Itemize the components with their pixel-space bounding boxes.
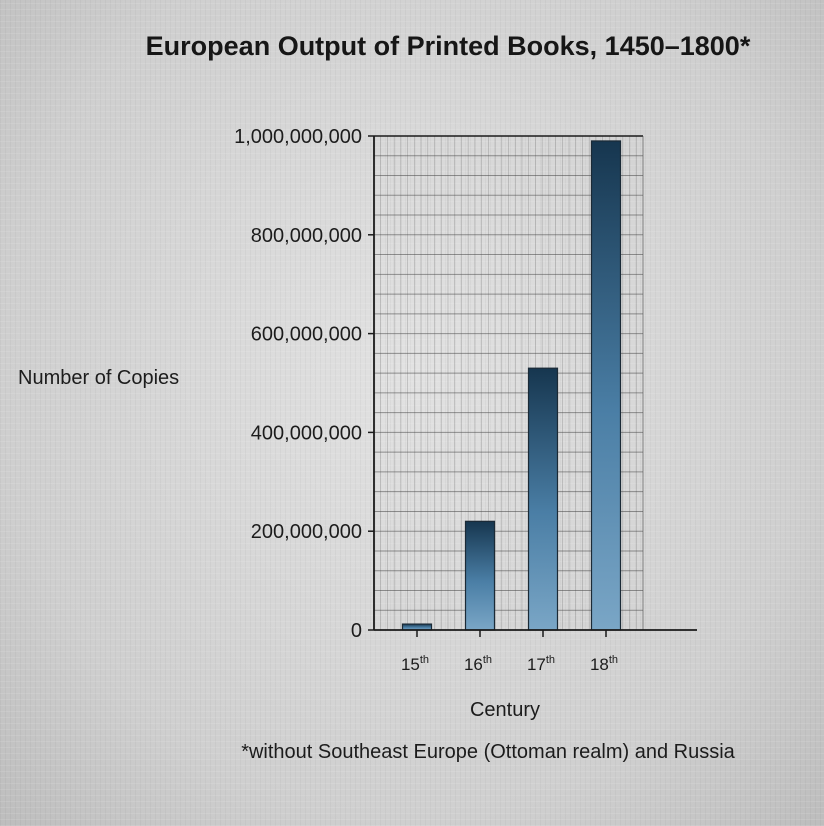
bars [403,141,621,630]
bar-century-18 [592,141,621,630]
y-axis-label: Number of Copies [18,367,180,389]
x-tick-label: 16th [463,654,493,674]
x-tick-labels [401,630,618,674]
x-tick-label: 18th [589,654,619,674]
bar-century-16 [466,521,495,630]
y-tick-label: 600,000,000 [250,323,362,346]
x-tick-label: 17th [526,654,556,674]
footnote: *without Southeast Europe (Ottoman realm) and Russia [241,741,735,763]
x-axis-label: Century [469,699,541,721]
y-tick-label: 0 [350,620,362,642]
chart-title: European Output of Printed Books, 1450–1800* [145,31,751,61]
y-tick-labels [234,126,374,642]
y-tick-label: 400,000,000 [250,422,362,445]
x-tick-label: 15th [400,654,430,674]
y-tick-label: 200,000,000 [250,521,362,544]
bar-century-17 [529,368,558,630]
y-tick-label: 800,000,000 [250,224,362,247]
y-tick-label: 1,000,000,000 [234,126,362,148]
